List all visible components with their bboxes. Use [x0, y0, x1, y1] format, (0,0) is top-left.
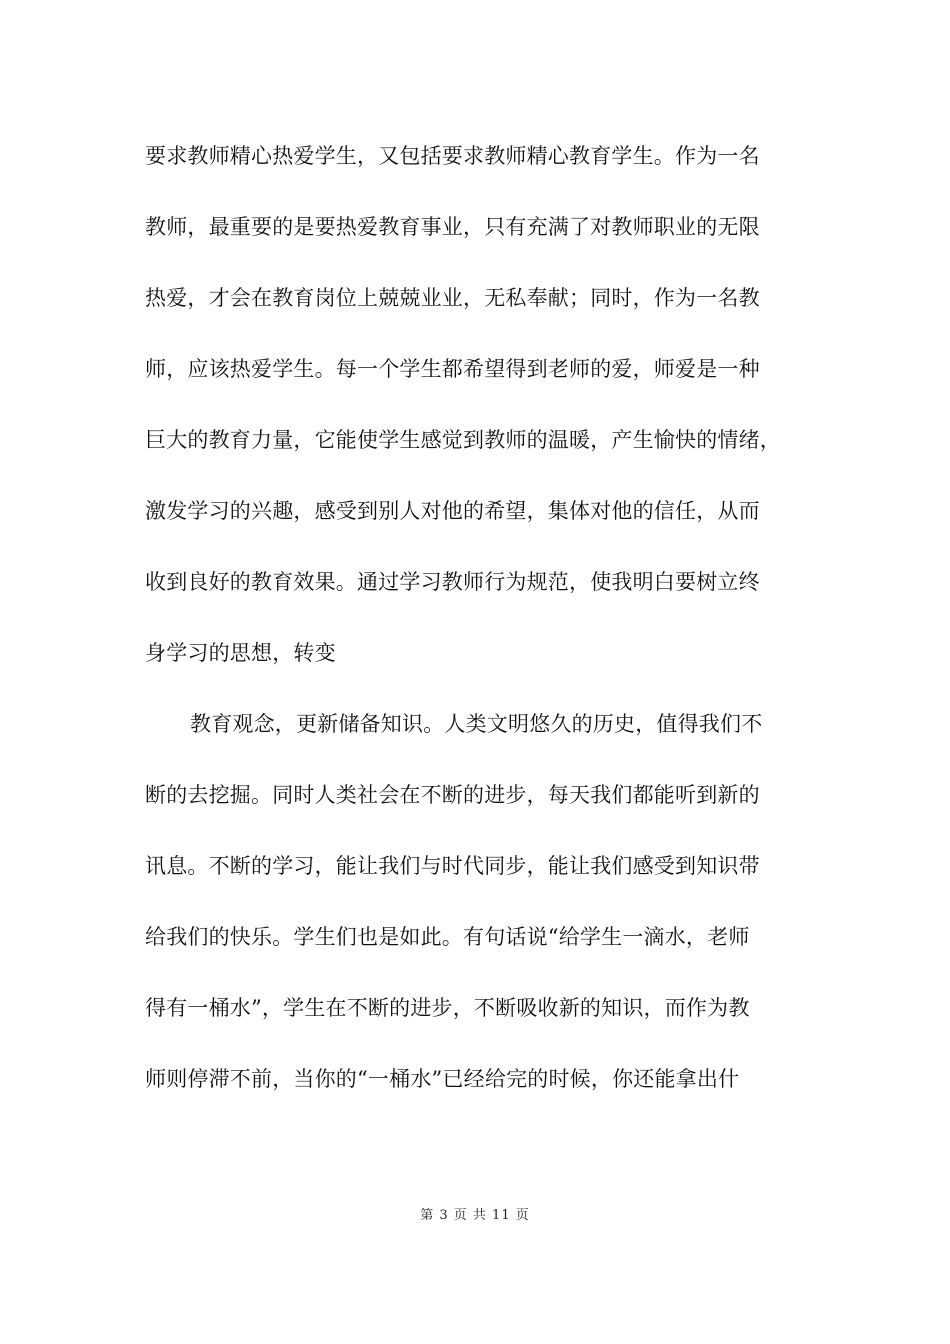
text-line: 巨大的教育力量，它能使学生感觉到教师的温暖，产生愉快的情绪， — [145, 428, 781, 452]
text-line: 断的去挖掘。同时人类社会在不断的进步，每天我们都能听到新的 — [145, 783, 760, 807]
paragraph-first-line: 教育观念，更新储备知识。人类文明悠久的历史，值得我们不 — [190, 712, 763, 736]
text-line: 收到良好的教育效果。通过学习教师行为规范，使我明白要树立终 — [145, 570, 760, 594]
text-line: 师则停滞不前，当你的“一桶水”已经给完的时候，你还能拿出什 — [145, 1067, 740, 1091]
text-line: 激发学习的兴趣，感受到别人对他的希望，集体对他的信任，从而 — [145, 499, 760, 523]
text-line: 师，应该热爱学生。每一个学生都希望得到老师的爱，师爱是一种 — [145, 357, 760, 381]
text-line: 身学习的思想，转变 — [145, 641, 336, 665]
text-line: 要求教师精心热爱学生，又包括要求教师精心教育学生。作为一名 — [145, 144, 760, 168]
text-line: 得有一桶水”，学生在不断的进步，不断吸收新的知识，而作为教 — [145, 996, 750, 1020]
text-line: 教师，最重要的是要热爱教育事业，只有充满了对教师职业的无限 — [145, 215, 760, 239]
text-line: 热爱，才会在教育岗位上兢兢业业，无私奉献；同时，作为一名教 — [145, 286, 760, 310]
text-line: 讯息。不断的学习，能让我们与时代同步，能让我们感受到知识带 — [145, 854, 760, 878]
text-line: 给我们的快乐。学生们也是如此。有句话说“给学生一滴水，老师 — [145, 925, 750, 949]
page-number-footer: 第 3 页 共 11 页 — [420, 1208, 530, 1223]
